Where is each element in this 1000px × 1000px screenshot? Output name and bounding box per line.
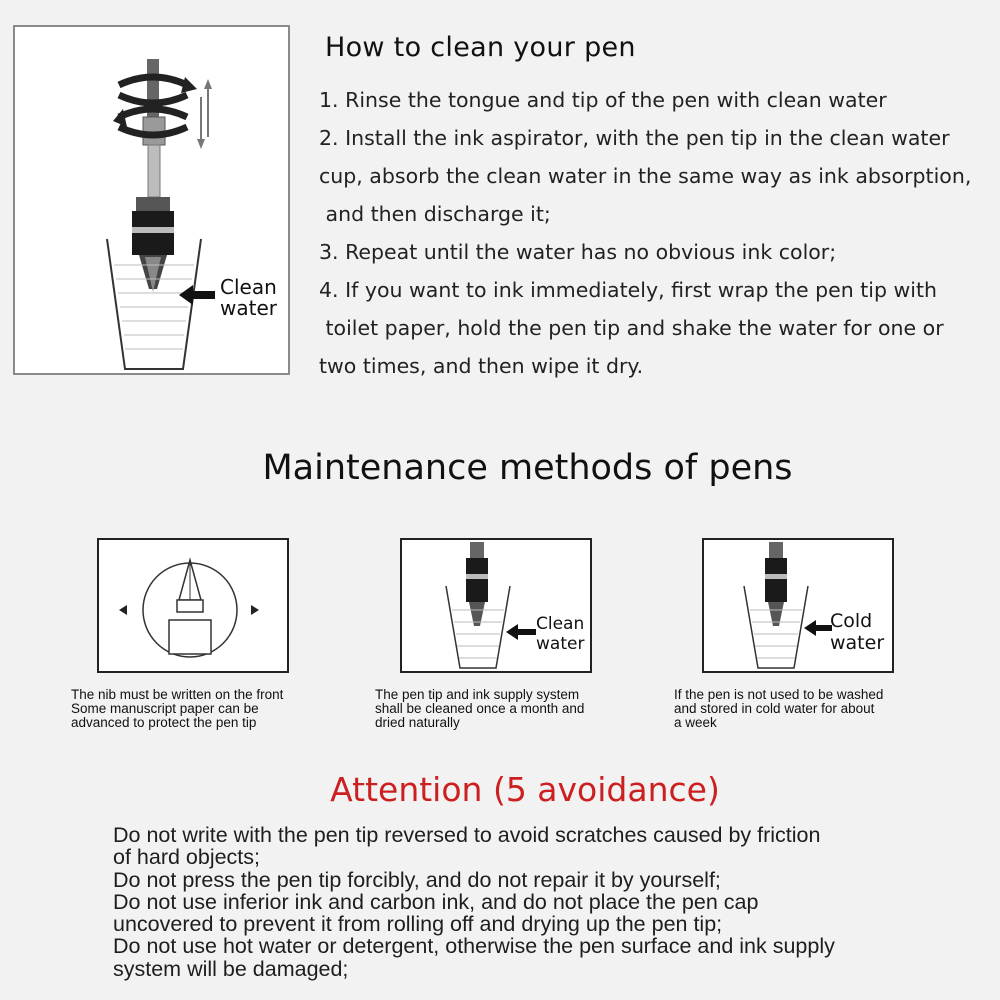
rotate-nib-icon [99,540,291,675]
step-line: toilet paper, hold the pen tip and shake the water for one or [319,316,944,340]
avoidance-line: Do not press the pen tip forcibly, and do not repair it by yourself; [113,867,721,892]
avoidance-line: system will be damaged; [113,956,349,981]
avoidance-line: Do not use hot water or detergent, otherwise the pen surface and ink supply [113,934,835,959]
cleaning-illustration [13,25,290,375]
clean-water-label: Clean water [220,275,277,320]
maintenance-card-cold-water [702,538,894,673]
caption-cold-water: If the pen is not used to be washed and stored in cold water for about a week [674,687,884,730]
step-line: 3. Repeat until the water has no obvious ink color; [319,240,837,264]
step-line: 4. If you want to ink immediately, first wrap the pen tip with [319,278,938,302]
step-line: two times, and then wipe it dry. [319,354,644,378]
clean-section-title: How to clean your pen [325,32,636,63]
pen-in-cup-icon [15,27,292,377]
attention-title: Attention (5 avoidance) [330,770,720,809]
avoidance-line: Do not write with the pen tip reversed to avoid scratches caused by friction [113,823,821,847]
cleaning-steps [319,81,994,385]
maintenance-card-clean-water [400,538,592,673]
avoidance-line: of hard objects; [113,845,261,870]
cold-water-card-label: Cold water [830,610,885,654]
nib-in-cup-icon [704,540,896,675]
caption-clean-water: The pen tip and ink supply system shall be cleaned once a month and dried naturally [375,687,585,730]
caption-front: The nib must be written on the front Some manuscript paper can be advanced to protect the pen tip [71,687,284,730]
maintenance-card-front [97,538,289,673]
avoidance-line: uncovered to prevent it from rolling off and drying up the pen tip; [113,912,723,937]
step-line: 1. Rinse the tongue and tip of the pen with clean water [319,88,887,112]
step-line: and then discharge it; [319,202,551,226]
nib-in-cup-icon [402,540,594,675]
step-line: 2. Install the ink aspirator, with the pen tip in the clean water [319,126,950,150]
clean-water-card-label: Clean water [536,614,585,654]
avoidance-line: Do not use inferior ink and carbon ink, and do not place the pen cap [113,889,759,914]
avoidance-list [113,824,993,980]
step-line: cup, absorb the clean water in the same way as ink absorption, [319,164,972,188]
maintenance-title: Maintenance methods of pens [262,448,793,488]
